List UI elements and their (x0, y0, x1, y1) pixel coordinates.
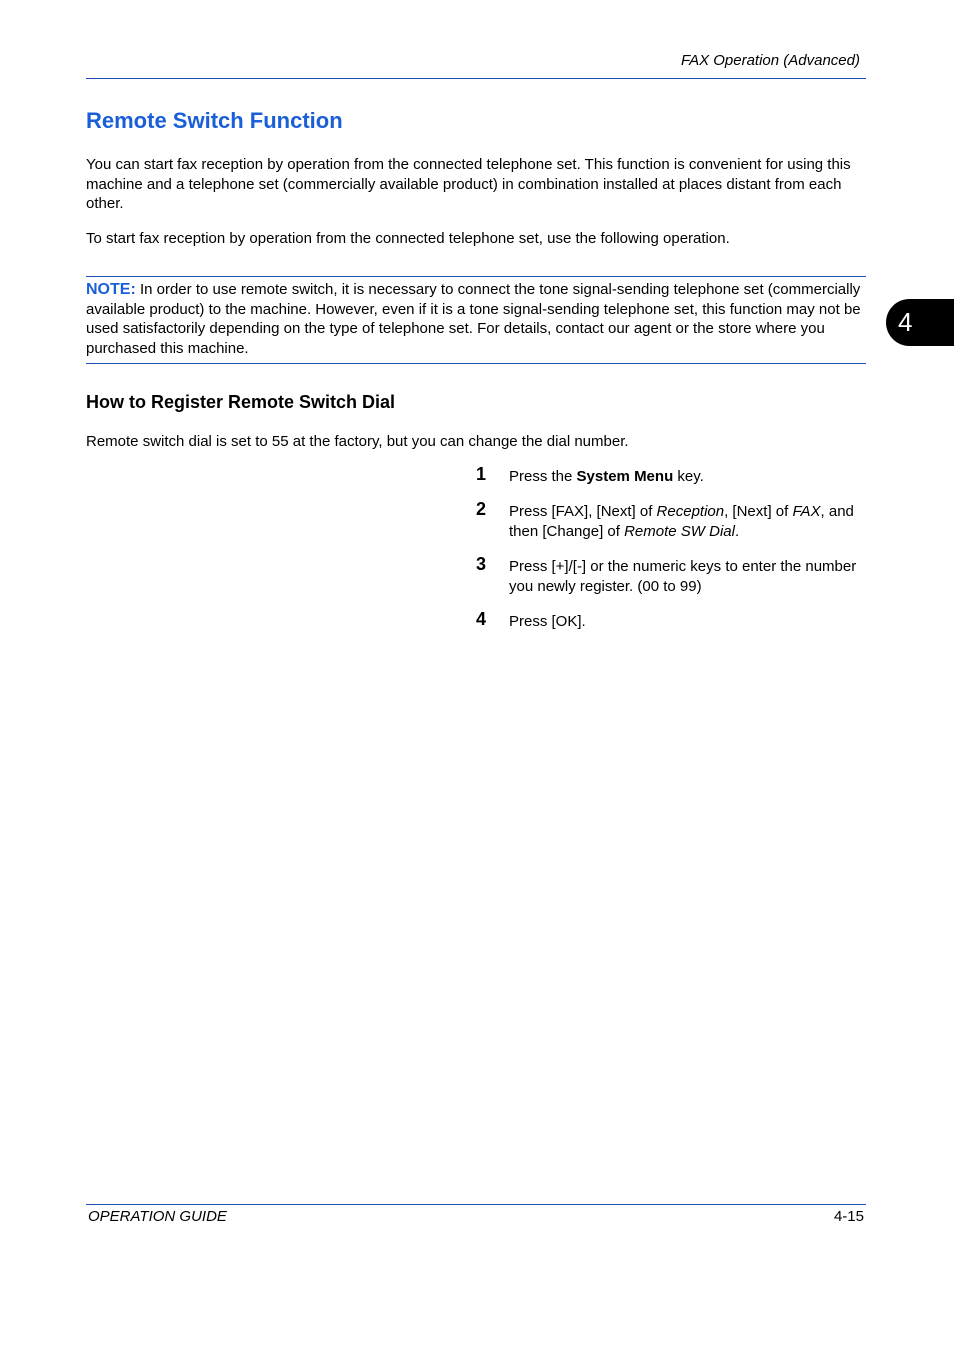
subsection-title: How to Register Remote Switch Dial (86, 392, 396, 412)
section-intro: You can start fax reception by operation from the connected telephone set. This function is convenient for using this machine and a telephone set (commercially available product) in combination installed at places distant from each other. (86, 156, 851, 212)
chapter-tab (886, 299, 954, 346)
section-title: Remote Switch Function (86, 108, 343, 133)
step-number: 2 (476, 499, 487, 519)
chapter-number: 4 (898, 307, 913, 337)
system-menu-key: System Menu (576, 468, 674, 485)
step-text: Press [FAX], [Next] of Reception, [Next] of FAX, and then [Change] of Remote SW Dial. (509, 503, 854, 540)
header-rule (86, 78, 866, 79)
step-number: 3 (476, 554, 487, 574)
running-header: FAX Operation (Advanced) (681, 52, 860, 69)
step-text: Press the System Menu key. (509, 468, 704, 485)
note-top-rule (86, 276, 866, 277)
step-number: 4 (476, 609, 487, 629)
note-text: In order to use remote switch, it is necessary to connect the tone signal-sending telephone set (commercially available product) to the machine. However, even if it is a tone signal-sending telephone set, this function may not be used satisfactorily depending on the type of telephone set. For details, contact our agent or the store where you purchased this machine. (86, 281, 861, 357)
note-label: NOTE: (86, 281, 136, 298)
section-instruction: To start fax reception by operation from the connected telephone set, use the following operation. (86, 230, 730, 247)
step-text: Press [+]/[-] or the numeric keys to enter the number you newly register. (00 to 99) (509, 558, 857, 595)
footer-guide-title: OPERATION GUIDE (88, 1208, 227, 1225)
step-text: Press [OK]. (509, 613, 586, 630)
step-number: 1 (476, 464, 487, 484)
page-number: 4-15 (833, 1208, 864, 1225)
note-box (86, 280, 871, 358)
footer-rule (86, 1204, 866, 1205)
note-bottom-rule (86, 363, 866, 364)
subsection-intro: Remote switch dial is set to 55 at the factory, but you can change the dial number. (86, 433, 629, 450)
